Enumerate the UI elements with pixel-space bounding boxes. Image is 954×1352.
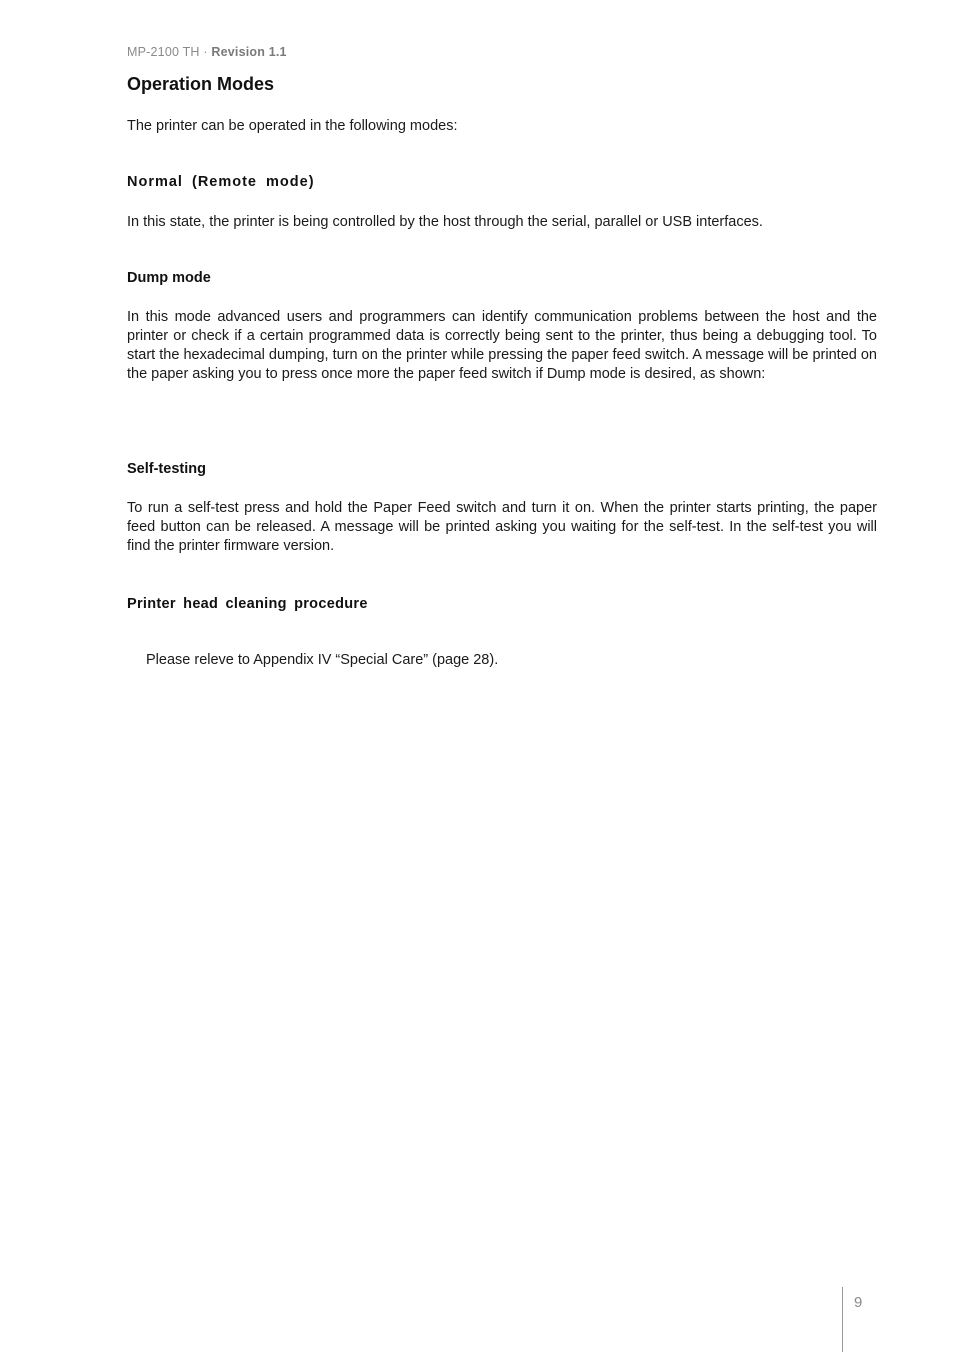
- section-body-self-testing: To run a self-test press and hold the Paper Feed switch and turn it on. When the printer starts printing, the paper feed button can be released. A message will be printed asking you waiting for the self-test. In the self-test you will find the printer firmware version.: [127, 500, 877, 554]
- section-heading-head-cleaning: Printer head cleaning procedure: [127, 596, 368, 612]
- header-revision: Revision 1.1: [211, 45, 287, 59]
- footer-divider: [842, 1287, 843, 1352]
- section-heading-self-testing: Self-testing: [127, 461, 206, 477]
- running-header: [127, 45, 287, 59]
- header-product: MP-2100 TH: [127, 45, 200, 59]
- section-body-dump-mode: In this mode advanced users and programmers can identify communication problems between the host and the printer or check if a certain programmed data is correctly being sent to the printer, thus being a debugging tool. To start the hexadecimal dumping, turn on the printer while pressing the paper feed switch. A message will be printed on the paper asking you to press once more the paper feed switch if Dump mode is desired, as shown:: [127, 309, 877, 382]
- page-number: 9: [854, 1294, 863, 1311]
- intro-paragraph: The printer can be operated in the following modes:: [127, 118, 458, 134]
- section-heading-dump-mode: Dump mode: [127, 270, 211, 286]
- section-heading-normal-mode: Normal (Remote mode): [127, 174, 315, 190]
- section-body-head-cleaning: Please releve to Appendix IV “Special Care” (page 28).: [146, 652, 499, 668]
- section-body-normal-mode: In this state, the printer is being controlled by the host through the serial, parallel or USB interfaces.: [127, 214, 763, 230]
- page-title: Operation Modes: [127, 74, 275, 94]
- header-separator: ·: [199, 45, 212, 59]
